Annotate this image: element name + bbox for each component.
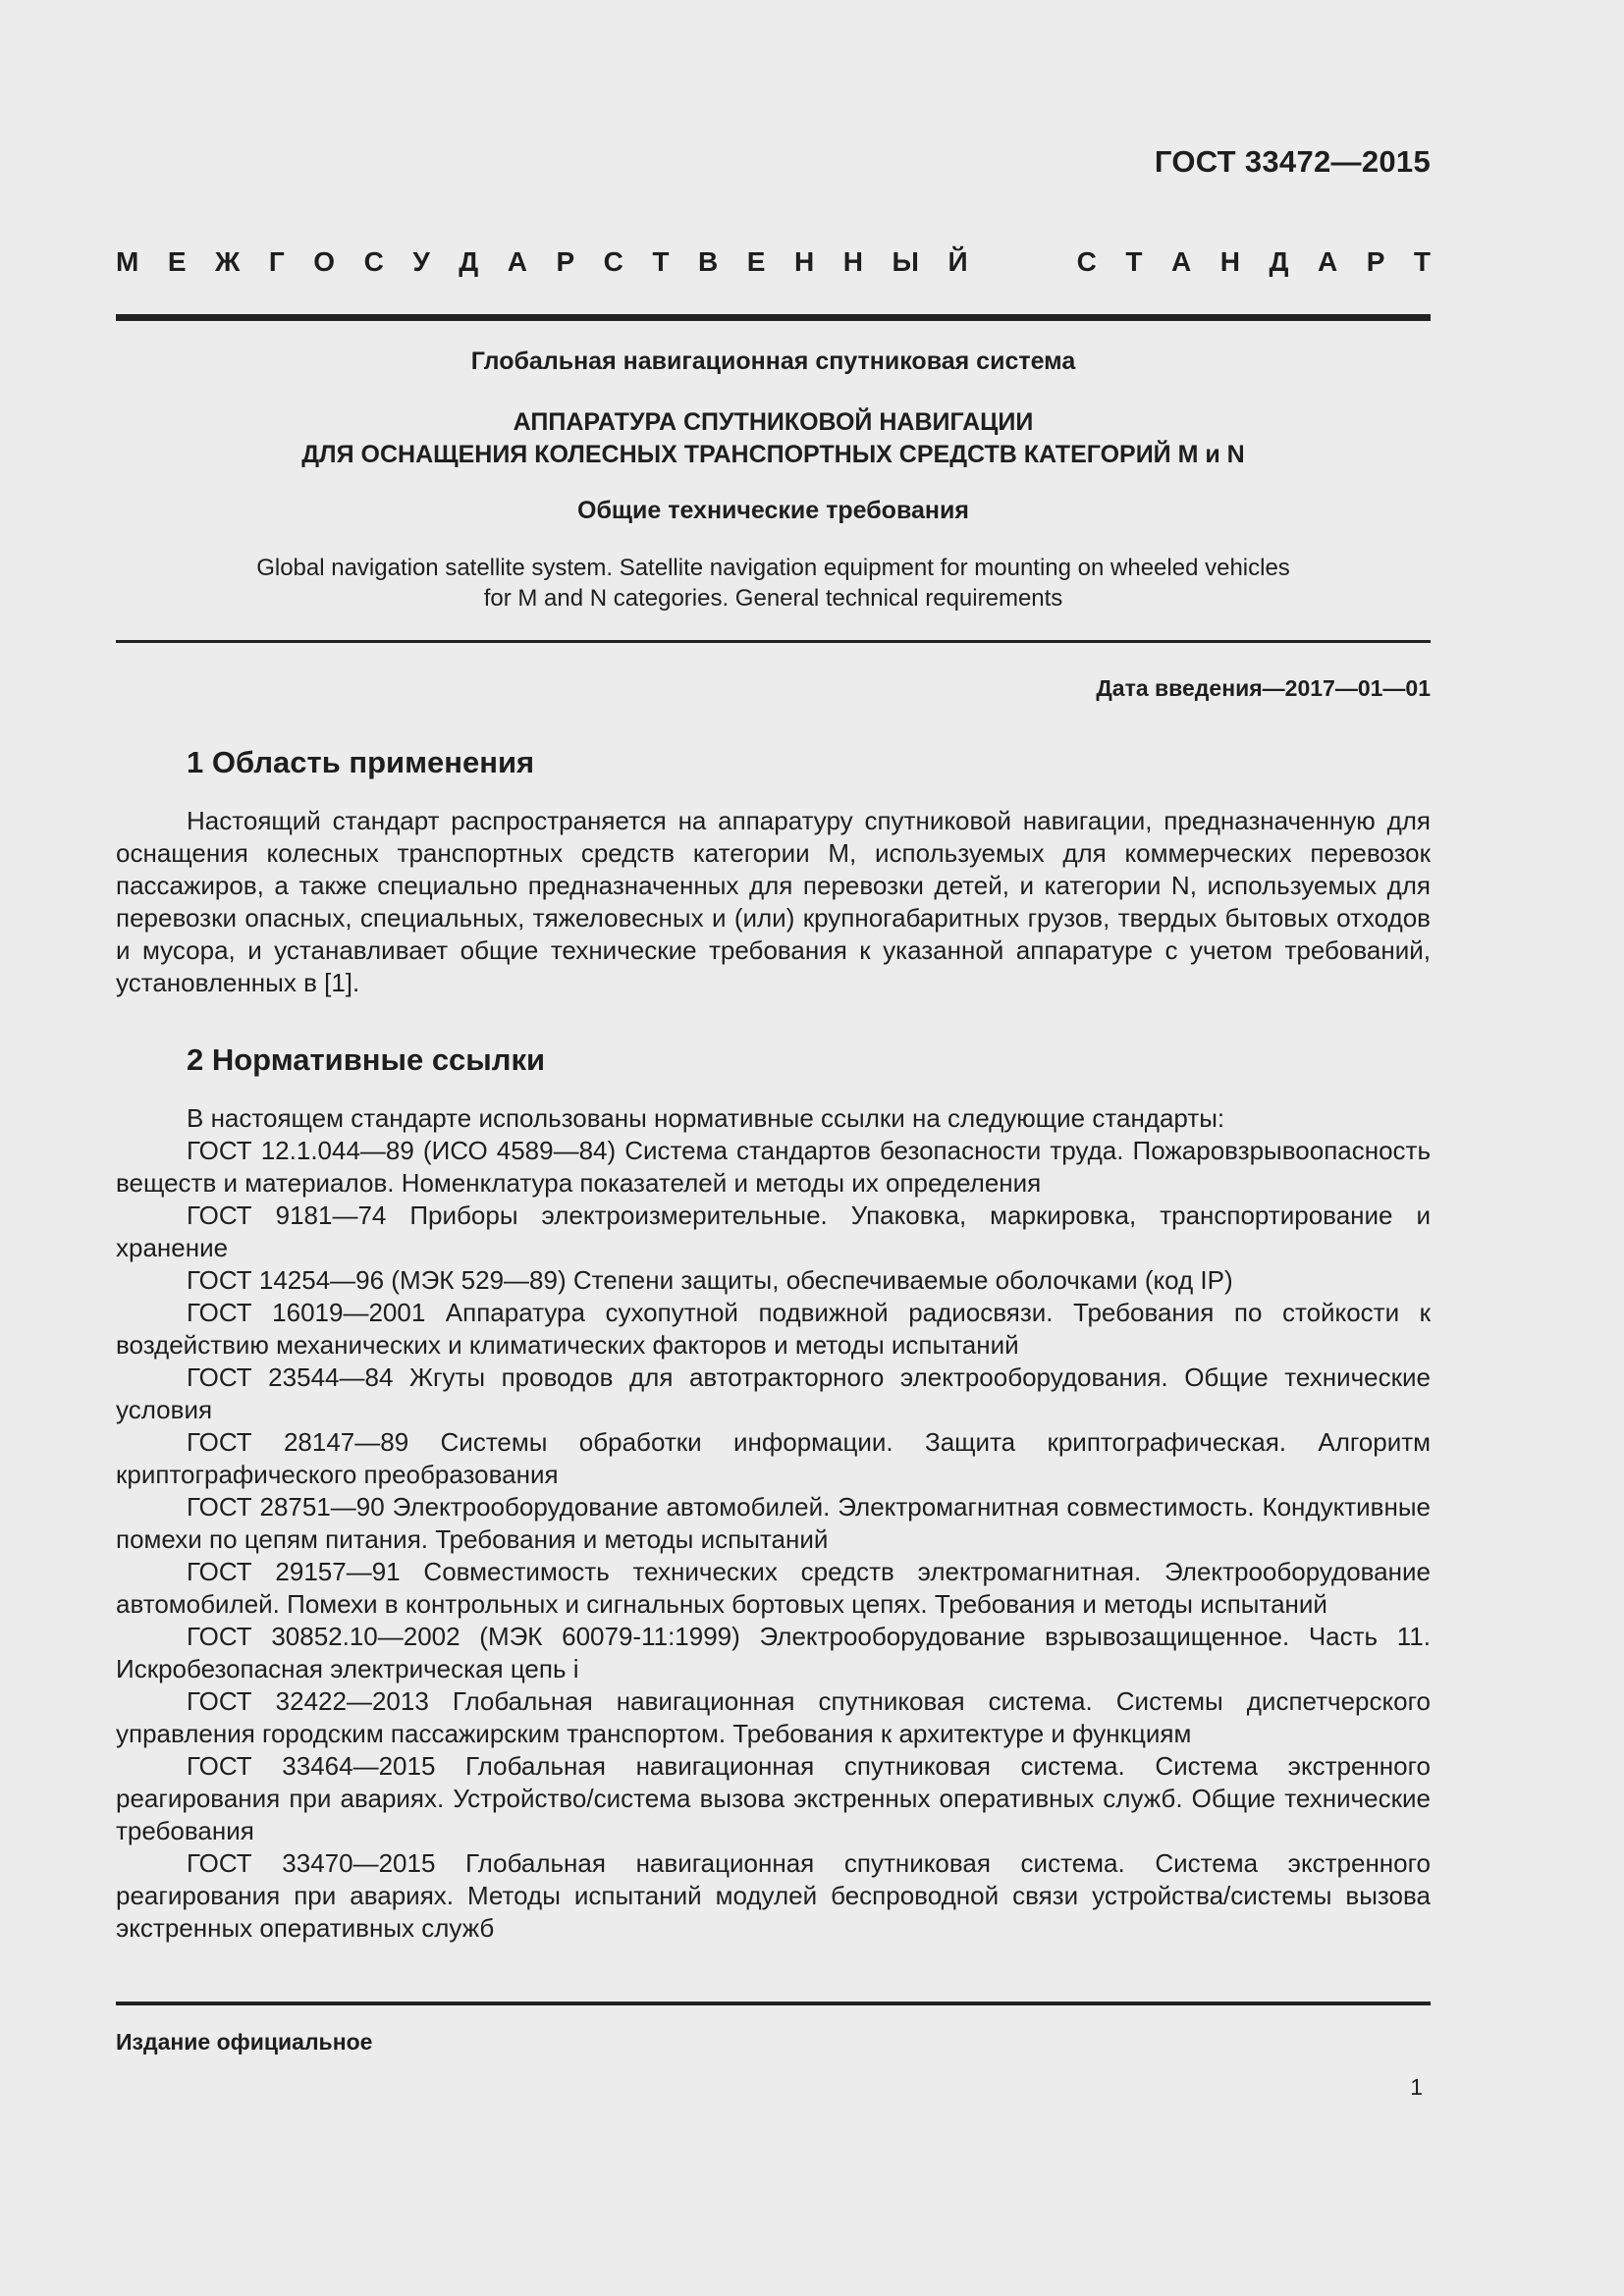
introduction-date: Дата введения—2017—01—01 bbox=[1096, 675, 1431, 701]
reference-item: ГОСТ 28751—90 Электрооборудование автомобилей. Электромагнитная совместимость. Кондуктивные помехи по цепям питания. Требования и методы испытаний bbox=[116, 1492, 1431, 1554]
english-title-line-2: for M and N categories. General technical requirements bbox=[483, 585, 1063, 612]
footer-divider bbox=[116, 2002, 1431, 2005]
standard-type-word-1-letter: Е bbox=[167, 246, 187, 277]
standard-type-word-1-letter: С bbox=[603, 246, 623, 277]
standard-type-word-1-letter: Н bbox=[842, 246, 863, 277]
standard-type-word-1-letter: Е bbox=[746, 246, 766, 277]
standard-type-word-1-letter: В bbox=[698, 246, 719, 277]
standard-type-word-2-letter: Д bbox=[1269, 246, 1289, 277]
standard-type-word-1-letter: М bbox=[116, 246, 139, 277]
standard-type-word-1-letter: Н bbox=[794, 246, 815, 277]
reference-item: ГОСТ 14254—96 (МЭК 529—89) Степени защиты, обеспечиваемые оболочками (код IP) bbox=[187, 1265, 1233, 1295]
english-title-line-1: Global navigation satellite system. Satellite navigation equipment for mounting on wheeled vehicles bbox=[256, 555, 1290, 581]
standard-type-word-1-letter: У bbox=[412, 246, 430, 277]
standard-type-word-2-letter: Р bbox=[1366, 246, 1385, 277]
reference-item: ГОСТ 33470—2015 Глобальная навигационная спутниковая система. Система экстренного реагирования при авариях. Методы испытаний модулей беспроводной связи устройства/системы вызова экстренных оперативных служб bbox=[116, 1848, 1431, 1943]
references-intro: В настоящем стандарте использованы нормативные ссылки на следующие стандарты: bbox=[187, 1103, 1225, 1133]
reference-item: ГОСТ 32422—2013 Глобальная навигационная спутниковая система. Системы диспетчерского управления городским пассажирским транспортом. Требования к архитектуре и функциям bbox=[116, 1686, 1431, 1748]
main-title-line-2: ДЛЯ ОСНАЩЕНИЯ КОЛЕСНЫХ ТРАНСПОРТНЫХ СРЕДСТВ КАТЕГОРИЙ М и N bbox=[301, 441, 1245, 468]
standard-type-word-1-letter: С bbox=[363, 246, 384, 277]
reference-item: ГОСТ 12.1.044—89 (ИСО 4589—84) Система стандартов безопасности труда. Пожаровзрывоопасность веществ и материалов. Номенклатура показателей и методы их определения bbox=[116, 1136, 1431, 1198]
standard-type-word-1-letter: Д bbox=[459, 246, 479, 277]
section-2-title: 2 Нормативные ссылки bbox=[187, 1042, 546, 1077]
word-gap bbox=[997, 246, 1048, 278]
reference-item: ГОСТ 30852.10—2002 (МЭК 60079-11:1999) Электрооборудование взрывозащищенное. Часть 11. Искробезопасная электрическая цепь i bbox=[116, 1622, 1431, 1683]
reference-item: ГОСТ 29157—91 Совместимость технических средств электромагнитная. Электрооборудование автомобилей. Помехи в контрольных и сигнальных бортовых цепях. Требования и методы испытаний bbox=[116, 1557, 1431, 1619]
standard-type-word-2-letter: Н bbox=[1219, 246, 1240, 277]
normative-references bbox=[116, 1102, 1431, 1945]
reference-item: ГОСТ 9181—74 Приборы электроизмерительные. Упаковка, маркировка, транспортирование и хранение bbox=[116, 1201, 1431, 1262]
standard-type-word-2-letter: А bbox=[1317, 246, 1338, 277]
standard-type-word-1-letter: Ы bbox=[892, 246, 919, 277]
main-title bbox=[116, 406, 1431, 471]
reference-item: ГОСТ 16019—2001 Аппаратура сухопутной подвижной радиосвязи. Требования по стойкости к воздействию механических и климатических факторов и методы испытаний bbox=[116, 1298, 1431, 1360]
header-divider bbox=[116, 314, 1431, 321]
reference-item: ГОСТ 23544—84 Жгуты проводов для автотракторного электрооборудования. Общие технические условия bbox=[116, 1362, 1431, 1424]
document-number: ГОСТ 33472—2015 bbox=[1154, 144, 1431, 179]
title-divider bbox=[116, 640, 1431, 643]
page-number: 1 bbox=[1410, 2074, 1423, 2100]
standard-type-word-1-letter: А bbox=[507, 246, 527, 277]
standard-type-word-1-letter: Р bbox=[556, 246, 575, 277]
standard-type-word-1-letter: О bbox=[313, 246, 336, 277]
standard-type-word-1-letter: Ж bbox=[215, 246, 241, 277]
standard-type-word-2-letter: Т bbox=[1413, 246, 1431, 277]
subtitle: Общие технические требования bbox=[577, 497, 969, 524]
standard-type-heading bbox=[116, 246, 1431, 278]
standard-type-word-2-letter: С bbox=[1076, 246, 1097, 277]
system-title: Глобальная навигационная спутниковая система bbox=[470, 347, 1076, 375]
standard-type-word-1-letter: Г bbox=[268, 246, 285, 277]
reference-item: ГОСТ 33464—2015 Глобальная навигационная спутниковая система. Система экстренного реагирования при авариях. Устройство/система вызова экстренных оперативных служб. Общие технические требования bbox=[116, 1751, 1431, 1845]
standard-type-word-1-letter: Т bbox=[652, 246, 670, 277]
edition-label: Издание официальное bbox=[116, 2029, 373, 2055]
english-title bbox=[116, 553, 1431, 614]
section-1-body: Настоящий стандарт распространяется на аппаратуру спутниковой навигации, предназначенную для оснащения колесных транспортных средств категории М, используемых для коммерческих перевозок пассажиров, а также специально предназначенных для перевозки детей, и категории N, используемых для перевозки опасных, специальных, тяжеловесных и (или) крупногабаритных грузов, твердых бытовых отходов и мусора, и устанавливает общие технические требования к указанной аппаратуре с учетом требований, установленных в [1]. bbox=[116, 806, 1431, 997]
standard-type-word-1-letter: Й bbox=[947, 246, 968, 277]
main-title-line-1: АППАРАТУРА СПУТНИКОВОЙ НАВИГАЦИИ bbox=[513, 408, 1034, 436]
standard-type-word-2-letter: Т bbox=[1125, 246, 1143, 277]
standard-type-word-2-letter: А bbox=[1170, 246, 1192, 277]
section-1-title: 1 Область применения bbox=[187, 745, 535, 779]
reference-item: ГОСТ 28147—89 Системы обработки информации. Защита криптографическая. Алгоритм криптографического преобразования bbox=[116, 1427, 1431, 1489]
